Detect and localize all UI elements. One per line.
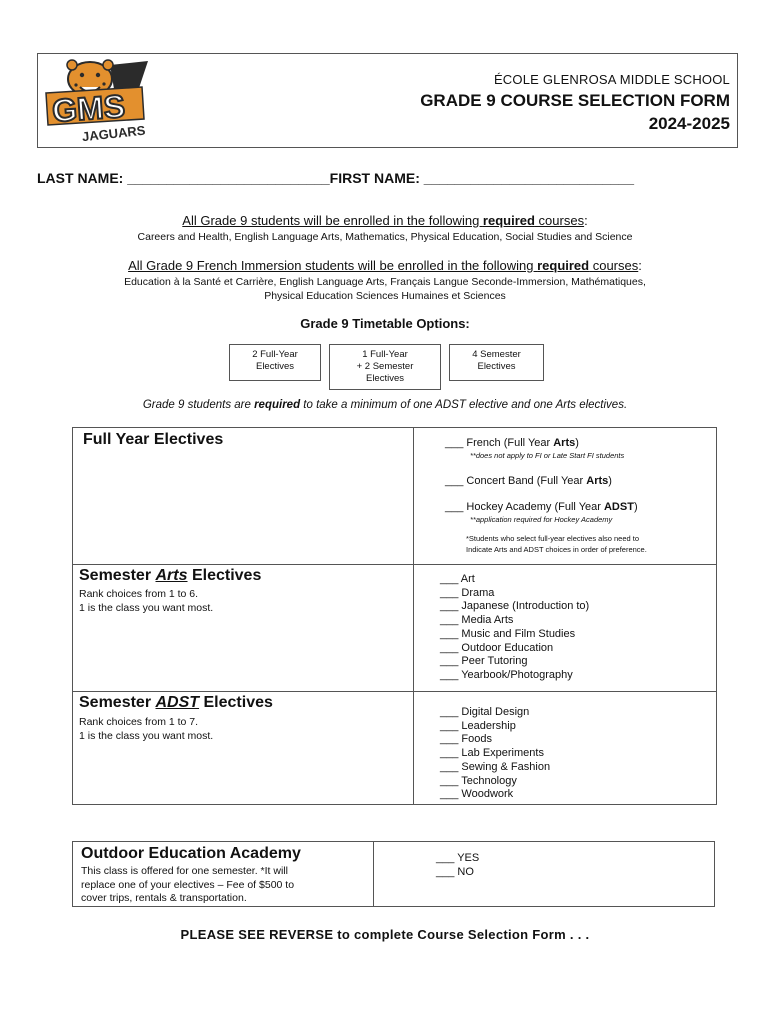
adst-title-em: ADST: [155, 694, 200, 711]
english-required-heading: [0, 213, 770, 228]
outdoor-divider: [373, 842, 374, 906]
logo-text: GMS: [50, 87, 127, 129]
english-required-word: required: [482, 213, 535, 228]
list-item[interactable]: ___ Drama: [440, 586, 495, 599]
list-item[interactable]: ___ Media Arts: [440, 614, 514, 627]
band-end: ): [608, 475, 612, 487]
french-colon: :: [638, 258, 642, 273]
english-intro: All Grade 9 students will be enrolled in the following: [182, 213, 483, 228]
french-courses-line2: Physical Education Sciences Humaines et Sciences: [264, 290, 506, 302]
logo-subtext: JAGUARS: [81, 122, 147, 143]
french-label: French (Full Year: [463, 437, 554, 449]
list-item[interactable]: ___ Foods: [440, 733, 492, 746]
option-2-line3: Electives: [365, 373, 404, 384]
timetable-option-2: [329, 344, 441, 390]
name-line: [37, 170, 634, 186]
last-name-field[interactable]: __________________________: [127, 170, 330, 186]
arts-list: [440, 573, 589, 683]
list-item[interactable]: ___ Lab Experiments: [440, 747, 544, 760]
table-divider: [413, 428, 414, 804]
list-item[interactable]: ___ Peer Tutoring: [440, 655, 528, 668]
arts-rank-line1: Rank choices from 1 to 6.: [79, 588, 199, 600]
french-suffix: courses: [589, 258, 639, 273]
row-divider: [73, 691, 716, 692]
option-3-line2: Electives: [477, 361, 516, 372]
option-1-line2: Electives: [255, 361, 294, 372]
english-courses: Careers and Health, English Language Arts, Mathematics, Physical Education, Social Studies and Science: [137, 231, 633, 243]
french-intro: All Grade 9 French Immersion students will be enrolled in the following: [128, 258, 538, 273]
french-required-heading: [0, 258, 770, 273]
timetable-option-1: [229, 344, 321, 381]
list-item[interactable]: ___ Sewing & Fashion: [440, 760, 551, 773]
school-name: ÉCOLE GLENROSA MIDDLE SCHOOL: [493, 72, 730, 87]
english-suffix: courses: [534, 213, 585, 228]
adst-rank-line2: 1 is the class you want most.: [79, 730, 214, 742]
list-item[interactable]: ___ Outdoor Education: [440, 641, 554, 654]
french-required-word: required: [537, 258, 590, 273]
hockey-note: **application required for Hockey Academy: [470, 515, 613, 524]
adst-list: [440, 706, 550, 802]
full-year-note-line1: *Students who select full-year electives also need to: [466, 534, 640, 543]
outdoor-desc-line3: cover trips, rentals & transportation.: [81, 892, 247, 904]
adst-rank-note: [79, 715, 213, 743]
arts-title-pre: Semester: [79, 567, 156, 584]
hockey-adst: ADST: [603, 501, 634, 513]
outdoor-choices: [436, 852, 479, 879]
outdoor-no-option[interactable]: ___ NO: [436, 865, 474, 878]
list-item[interactable]: ___ Music and Film Studies: [440, 627, 576, 640]
timetable-option-3: [449, 344, 544, 381]
band-label: Concert Band (Full Year: [463, 475, 587, 487]
list-item[interactable]: ___ Art: [440, 573, 475, 585]
french-option[interactable]: [445, 437, 579, 451]
form-title: GRADE 9 COURSE SELECTION FORM: [420, 91, 730, 110]
band-option[interactable]: [445, 475, 612, 489]
hockey-label: Hockey Academy (Full Year: [463, 501, 604, 513]
requirement-note: [0, 399, 770, 411]
list-item[interactable]: ___ Woodwork: [440, 788, 514, 801]
hockey-blank[interactable]: ___: [445, 501, 464, 513]
last-name-label: LAST NAME:: [37, 170, 128, 186]
adst-rank-line1: Rank choices from 1 to 7.: [79, 716, 199, 728]
arts-title: [79, 567, 261, 585]
outdoor-title: Outdoor Education Academy: [81, 845, 301, 862]
list-item[interactable]: ___ Digital Design: [440, 706, 530, 718]
requirement-bold: required: [254, 399, 301, 411]
option-2-line1: 1 Full-Year: [362, 349, 408, 360]
requirement-post: to take a minimum of one ADST elective and one Arts electives.: [300, 399, 628, 411]
outdoor-description: [81, 865, 294, 906]
french-arts: Arts: [553, 437, 576, 449]
row-divider: [73, 564, 716, 565]
french-courses-line1: Education à la Santé et Carrière, English Language Arts, Français Langue Seconde-Immersion, Mathématiques,: [124, 276, 646, 288]
electives-table: [72, 427, 717, 805]
band-blank[interactable]: ___: [445, 475, 464, 487]
arts-rank-line2: 1 is the class you want most.: [79, 602, 214, 614]
list-item[interactable]: ___ Yearbook/Photography: [440, 668, 573, 681]
french-end: ): [575, 437, 579, 449]
outdoor-academy-box: [72, 841, 715, 907]
hockey-end: ): [633, 501, 638, 513]
first-name-label: FIRST NAME:: [329, 170, 424, 186]
school-logo: [44, 57, 152, 143]
list-item[interactable]: ___ Japanese (Introduction to): [440, 600, 590, 613]
band-arts: Arts: [586, 475, 609, 487]
reverse-note: PLEASE SEE REVERSE to complete Course Selection Form . . .: [180, 927, 590, 942]
option-3-line1: 4 Semester: [472, 349, 521, 360]
adst-title-post: Electives: [199, 694, 273, 711]
arts-title-post: Electives: [187, 567, 262, 584]
outdoor-desc-line2: replace one of your electives – Fee of $500 to: [81, 878, 295, 891]
first-name-field[interactable]: ___________________________: [423, 170, 635, 186]
adst-title: [79, 694, 273, 712]
outdoor-yes-option[interactable]: ___ YES: [436, 852, 480, 864]
option-2-line2: + 2 Semester: [356, 361, 414, 372]
list-item[interactable]: ___ Technology: [440, 774, 517, 787]
full-year-note-line2: Indicate Arts and ADST choices in order of preference.: [466, 545, 647, 554]
french-blank[interactable]: ___: [445, 437, 464, 449]
timetable-heading: Grade 9 Timetable Options:: [300, 316, 470, 331]
option-1-line1: 2 Full-Year: [252, 349, 298, 360]
english-colon: :: [584, 213, 588, 228]
arts-title-em: Arts: [155, 567, 188, 584]
full-year-title: Full Year Electives: [83, 431, 224, 448]
outdoor-desc-line1: This class is offered for one semester. *It will: [81, 865, 288, 877]
french-note: **does not apply to FI or Late Start FI students: [470, 451, 625, 460]
adst-title-pre: Semester: [79, 694, 156, 711]
school-year: 2024-2025: [648, 114, 730, 133]
requirement-pre: Grade 9 students are: [142, 399, 255, 411]
arts-rank-note: [79, 587, 213, 615]
list-item[interactable]: ___ Leadership: [440, 719, 516, 732]
full-year-note: [466, 533, 647, 555]
hockey-option[interactable]: [445, 501, 638, 515]
